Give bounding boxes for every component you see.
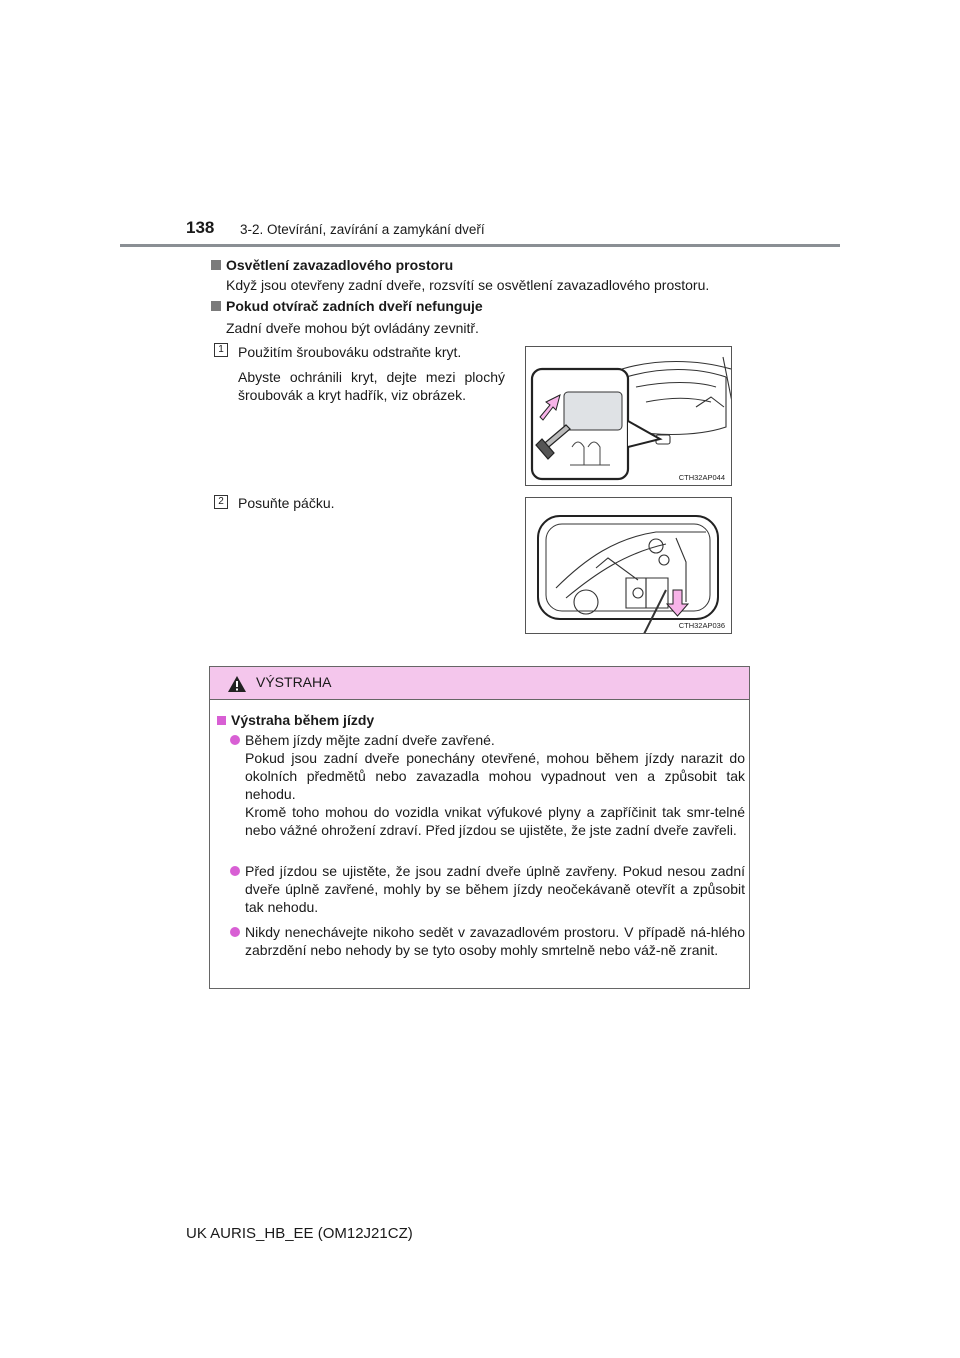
header-rule bbox=[120, 244, 840, 247]
warning-bullet-text: Nikdy nenechávejte nikoho sedět v zavazadlovém prostoru. V případě ná-hlého zabrzdění nebo nehody by se tyto osoby mohly smrtelně nebo váž-ně zranit. bbox=[245, 924, 745, 958]
warning-triangle-icon bbox=[227, 675, 247, 693]
illustration-lever bbox=[526, 498, 732, 634]
warning-bullet-text: Během jízdy mějte zadní dveře zavřené. bbox=[245, 732, 495, 748]
warning-bullet bbox=[230, 923, 745, 959]
warning-title: VÝSTRAHA bbox=[256, 674, 332, 690]
figure-code-label: CTH32AP036 bbox=[678, 621, 725, 630]
square-bullet-icon bbox=[211, 301, 221, 311]
warning-bullet-text: Pokud jsou zadní dveře ponechány otevřené, mohou během jízdy narazit do okolních předmětů nebo zavazadla mohou vypadnout ven a způsobit tak nehodu. bbox=[245, 750, 745, 802]
warning-bullet bbox=[230, 862, 745, 916]
step-number-box: 1 bbox=[214, 343, 228, 357]
section-heading-luggage-light: Osvětlení zavazadlového prostoru bbox=[211, 257, 453, 273]
square-bullet-icon bbox=[211, 260, 221, 270]
figure-code-label: CTH32AP044 bbox=[678, 473, 725, 482]
warning-heading: Výstraha během jízdy bbox=[217, 712, 374, 728]
bullet-dot-icon bbox=[230, 735, 240, 745]
bullet-dot-icon bbox=[230, 927, 240, 937]
warning-bullet-text: Kromě toho mohou do vozidla vnikat výfukové plyny a zapříčinit tak smr-telné nebo vážné ohrožení zdraví. Před jízdou se ujistěte, že jste zadní dveře zavřeli. bbox=[245, 804, 745, 838]
section-text-luggage-light: Když jsou otevřeny zadní dveře, rozsvítí se osvětlení zavazadlového prostoru. bbox=[226, 277, 710, 293]
warning-header bbox=[210, 667, 749, 700]
section-heading-opener-fails: Pokud otvírač zadních dveří nefunguje bbox=[211, 298, 483, 314]
bullet-dot-icon bbox=[230, 866, 240, 876]
step-1-text: Použitím šroubováku odstraňte kryt. bbox=[238, 344, 462, 360]
step-number-box: 2 bbox=[214, 495, 228, 509]
section-title: 3-2. Otevírání, zavírání a zamykání dveří bbox=[240, 222, 485, 237]
square-bullet-icon bbox=[217, 716, 226, 725]
warning-bullet bbox=[230, 731, 745, 839]
section-text-opener-fails: Zadní dveře mohou být ovládány zevnitř. bbox=[226, 320, 479, 336]
step-2-text: Posuňte páčku. bbox=[238, 495, 335, 511]
warning-box bbox=[209, 666, 750, 989]
warning-bullet-text: Před jízdou se ujistěte, že jsou zadní dveře úplně zavřeny. Pokud nesou zadní dveře úplně zavřené, mohly by se během jízdy neočekávaně otevřít a způsobit tak nehodu. bbox=[245, 863, 745, 915]
step-1-note: Abyste ochránili kryt, dejte mezi plochý šroubovák a kryt hadřík, viz obrázek. bbox=[238, 369, 505, 403]
figure-slide-lever bbox=[525, 497, 732, 634]
figure-remove-cover bbox=[525, 346, 732, 486]
page-number: 138 bbox=[186, 218, 215, 237]
illustration-screwdriver-cover bbox=[526, 347, 732, 486]
footer-model-code: UK AURIS_HB_EE (OM12J21CZ) bbox=[186, 1225, 413, 1242]
